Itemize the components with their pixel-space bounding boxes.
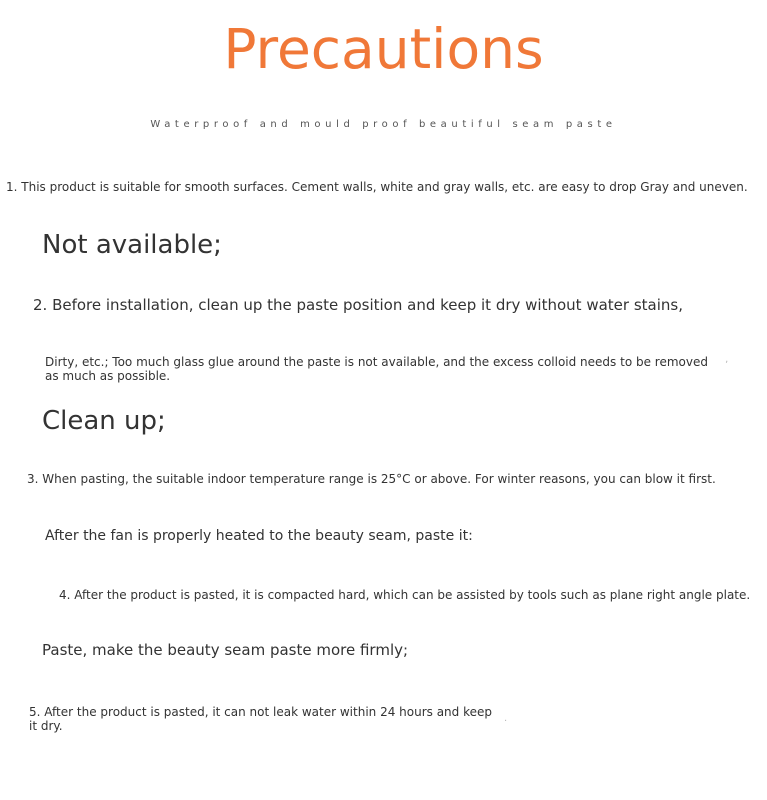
page-title: Precautions <box>223 17 544 81</box>
precaution-4-text: 4. After the product is pasted, it is compacted hard, which can be assisted by tools such as plane right angle plate. <box>59 588 751 602</box>
precaution-4-continuation: Paste, make the beauty seam paste more firmly; <box>42 641 409 659</box>
page-subtitle: Waterproof and mould proof beautiful seam paste <box>150 119 617 130</box>
precaution-1-text: 1. This product is suitable for smooth surfaces. Cement walls, white and gray walls, etc. are easy to drop Gray and uneven. <box>6 180 748 194</box>
precaution-5-text: 5. After the product is pasted, it can not leak water within 24 hours and keep it dry. <box>29 705 493 733</box>
precaution-1-continuation: Not available; <box>42 230 222 260</box>
precaution-3-continuation: After the fan is properly heated to the beauty seam, paste it: <box>45 528 473 544</box>
precaution-2-detail: Dirty, etc.; Too much glass glue around the paste is not available, and the excess colloid needs to be removed as much as possible. <box>45 355 708 383</box>
scan-speck: · <box>504 716 508 727</box>
scan-speck: ʼ <box>725 360 729 371</box>
precaution-3-text: 3. When pasting, the suitable indoor temperature range is 25°C or above. For winter reasons, you can blow it first. <box>27 472 716 486</box>
precaution-2-continuation: Clean up; <box>42 406 166 436</box>
precaution-2-text: 2. Before installation, clean up the paste position and keep it dry without water stains, <box>33 296 683 314</box>
